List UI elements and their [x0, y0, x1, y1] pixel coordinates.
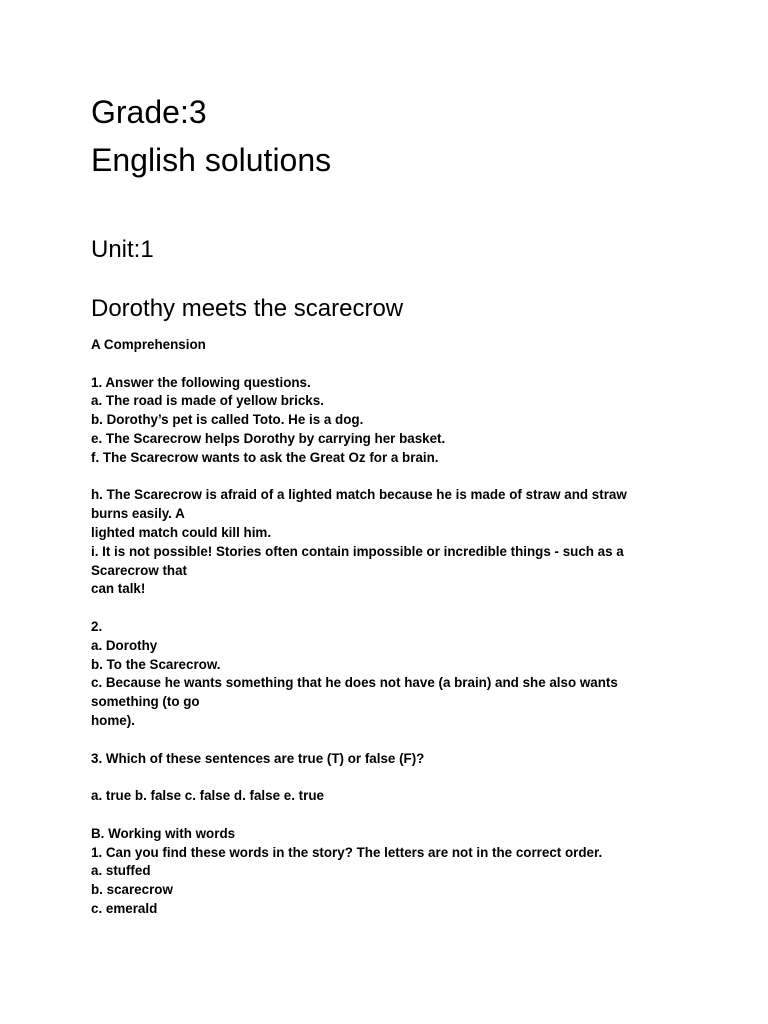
- answer-line: something (to go: [91, 694, 200, 710]
- question-b1-heading: 1. Can you find these words in the story? The letters are not in the correct order.: [91, 844, 603, 860]
- subject-heading: English solutions: [91, 142, 332, 178]
- grade-heading: Grade:3: [91, 94, 207, 130]
- answer-line: a. The road is made of yellow bricks.: [91, 393, 324, 409]
- question-3-heading: 3. Which of these sentences are true (T) or false (F)?: [91, 750, 425, 766]
- section-b-heading: B. Working with words: [91, 825, 236, 841]
- answer-line: b. To the Scarecrow.: [91, 656, 221, 672]
- answer-line: burns easily. A: [91, 506, 185, 522]
- answer-line: e. The Scarecrow helps Dorothy by carrying her basket.: [91, 430, 446, 446]
- solutions-body: [91, 336, 681, 919]
- story-title: Dorothy meets the scarecrow: [91, 295, 404, 322]
- section-a-heading: A Comprehension: [91, 337, 206, 352]
- answer-line: c. Because he wants something that he does not have (a brain) and she also wants: [91, 675, 618, 691]
- blank-line: [91, 806, 681, 825]
- answer-line: h. The Scarecrow is afraid of a lighted match because he is made of straw and straw: [91, 487, 627, 503]
- answer-line: f. The Scarecrow wants to ask the Great Oz for a brain.: [91, 449, 439, 465]
- blank-line: [91, 731, 681, 750]
- unit-heading: Unit:1: [91, 236, 154, 263]
- answer-line: lighted match could kill him.: [91, 524, 272, 540]
- blank-line: [91, 355, 681, 374]
- answer-line: b. Dorothy’s pet is called Toto. He is a dog.: [91, 412, 364, 428]
- answer-line: home).: [91, 712, 135, 728]
- blank-line: [91, 468, 681, 487]
- answer-line: a. stuffed: [91, 863, 151, 879]
- blank-line: [91, 768, 681, 787]
- question-2-heading: 2.: [91, 618, 103, 634]
- blank-line: [91, 599, 681, 618]
- answer-line: i. It is not possible! Stories often contain impossible or incredible things - such as a: [91, 543, 624, 559]
- answer-line: c. emerald: [91, 900, 158, 916]
- answer-line: b. scarecrow: [91, 882, 173, 898]
- question-1-heading: 1. Answer the following questions.: [91, 374, 311, 390]
- answer-line: a. Dorothy: [91, 637, 158, 653]
- answer-line: can talk!: [91, 581, 146, 597]
- answer-line: Scarecrow that: [91, 562, 188, 578]
- answer-line: a. true b. false c. false d. false e. true: [91, 788, 324, 804]
